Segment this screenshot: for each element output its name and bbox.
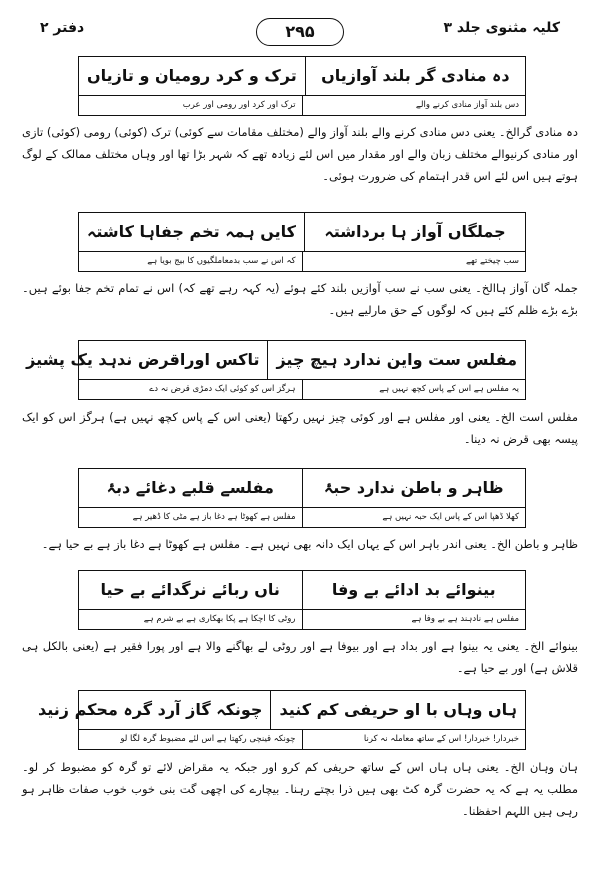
- verse-first-hemistich: ہاں وہاں با او حریفی کم کنید: [270, 691, 525, 729]
- verse-first-hemistich: دہ منادی گر بلند آوازیاں: [305, 57, 525, 95]
- gloss-second: ترک اور کرد اور رومی اور عرب: [182, 100, 296, 110]
- commentary-paragraph: جملہ گان آواز ہاالخ۔ یعنی سب نے سب آوازیں بلند کئے ہوئے (یہ کہہ رہے تھے کہ) اس نے تمام تخم جفا بوئے ہیں۔ بڑے بڑے ظلم کئے ہیں کہ لوگوں کے حق مارلیے ہیں۔: [22, 281, 578, 317]
- commentary-paragraph: ظاہر و باطن الخ۔ یعنی اندر باہر اس کے یہاں ایک دانہ بھی نہیں ہے۔ مفلس ہے کھوٹا ہے دغا باز ہے بے حیا ہے۔: [41, 537, 578, 551]
- gloss-second: ہرگز اس کو کوئی ایک دمڑی قرض نہ دے: [149, 384, 296, 394]
- commentary-paragraph: ہان وہان الخ۔ یعنی ہاں ہاں اس کے ساتھ حریفی کم کرو اور جبکہ یہ مقراض لائے تو گرہ کو مضبوط کر لو۔ مطلب یہ ہے کہ یہ حضرت گرہ کٹ بھی ہیں ذرا بچتے رہنا۔ بیچارے کی اچھی گت بنی خوب خوب صفات ظاہر ہو رہی ہیں اللہم احفظنا۔: [22, 760, 578, 818]
- gloss-first: سب چیختے تھے: [302, 252, 526, 271]
- verse-box: [78, 570, 526, 630]
- verse-first-hemistich: مفلس ست واین ندارد ہیچ چیز: [267, 341, 525, 379]
- gloss-first: دس بلند آواز منادی کرنے والے: [302, 96, 526, 115]
- verse-first-hemistich: جملگاں آواز ہا برداشتہ: [304, 213, 525, 251]
- page-header: [40, 18, 560, 48]
- verse-second-hemistich: کایں ہمہ تخم جفاہا کاشتہ: [87, 222, 296, 241]
- gloss-second: روٹی کا اچکا ہے پکا بھکاری ہے بے شرم ہے: [143, 614, 296, 624]
- gloss-second: کہ اس نے سب بدمعاملگیوں کا بیج بویا ہے: [147, 256, 296, 266]
- verse-second-hemistich: مفلسے قلبے دغائے دبۂ: [106, 478, 274, 497]
- verse-second-hemistich: تاکس اوراقرض ندہد یک پشیز: [26, 350, 260, 369]
- gloss-second: مفلس ہے کھوٹا ہے دغا باز ہے مٹی کا ڈھیر ہے: [132, 512, 296, 522]
- commentary-paragraph: مفلس است الخ۔ یعنی اور مفلس ہے اور کوئی چیز نہیں رکھتا (یعنی اس کے پاس کچھ نہیں ہے) ہرگز اس کو ایک پیسہ بھی قرض نہ دینا۔: [22, 410, 578, 446]
- gloss-first: خبردار! خبردار! اس کے ساتھ معاملہ نہ کرنا: [302, 730, 526, 749]
- commentary-paragraph: بینوائے الخ۔ یعنی یہ بینوا ہے اور بداد ہے اور بیوفا ہے اور روٹی لے بھاگنے والا ہے اور پورا فقیر ہے (یعنی بالکل ہی قلاش ہے) اور بے حیا ہے۔: [22, 639, 578, 675]
- page-number: ۲۹۵: [256, 18, 344, 46]
- verse-second-hemistich: ناں ربائے نرگدائے بے حیا: [100, 580, 280, 599]
- volume-label: دفتر ۲: [40, 20, 85, 36]
- verse-box: [78, 212, 526, 272]
- verse-box: [38, 690, 526, 750]
- verse-box: [26, 340, 526, 400]
- gloss-first: یہ مفلس ہے اس کے پاس کچھ نہیں ہے: [302, 380, 526, 399]
- verse-box: [78, 468, 526, 528]
- gloss-first: مفلس ہے نادہند ہے بے وفا ہے: [302, 610, 526, 629]
- book-title: کلیہ مثنوی جلد ۳: [443, 20, 560, 36]
- gloss-first: کھلا ڈھپا اس کے پاس ایک حبہ نہیں ہے: [302, 508, 526, 527]
- verse-box: [78, 56, 526, 116]
- verse-first-hemistich: ظاہر و باطن ندارد حبۂ: [302, 469, 526, 507]
- verse-second-hemistich: ترک و کرد رومیان و تازیاں: [87, 66, 297, 85]
- verse-first-hemistich: بینوائے بد ادائے بے وفا: [302, 571, 526, 609]
- verse-second-hemistich: چونکہ گاز آرد گرہ محکم زنید: [38, 700, 263, 719]
- gloss-second: چونکہ قینچی رکھتا ہے اس لئے مضبوط گرہ لگا لو: [120, 734, 296, 744]
- commentary-paragraph: دہ منادی گرالخ۔ یعنی دس منادی کرنے والے بلند آواز والے (مختلف مقامات سے کوئی) ترک (کوئی) رومی (کوئی) تازی اور منادی کرنیوالے مختلف زبان والے اور مقدار میں اس لئے زیادہ تھے کہ شہر بڑا تھا اور وہاں مختلف ممالک کے لوگ ہوتے ہیں اس لئے اس قدر اہتمام کی ضرورت ہوئی۔: [22, 125, 578, 183]
